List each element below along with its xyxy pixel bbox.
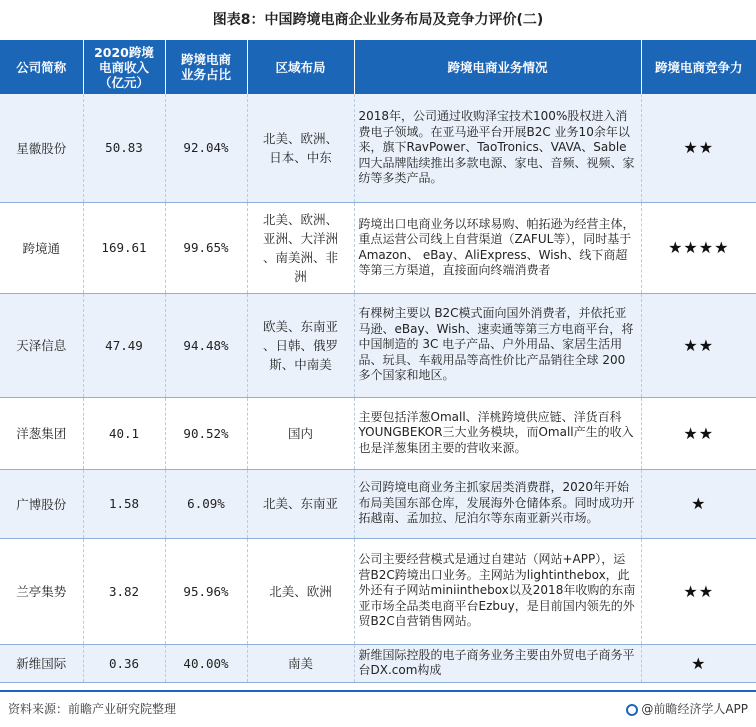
company-cell: 新维国际 xyxy=(0,644,83,682)
revenue-cell: 169.61 xyxy=(83,202,165,293)
col-header-competitiveness: 跨境电商竞争力 xyxy=(641,40,756,94)
company-cell: 兰亭集势 xyxy=(0,538,83,644)
share-cell: 40.00% xyxy=(165,644,247,682)
table-row xyxy=(0,469,756,538)
region-cell: 北美、欧洲 xyxy=(247,538,354,644)
region-cell: 北美、欧洲、 日本、中东 xyxy=(247,94,354,202)
business-cell: 新维国际控股的电子商务业务主要由外贸电子商务平台DX.com构成 xyxy=(354,644,641,682)
share-cell: 6.09% xyxy=(165,469,247,538)
company-cell: 跨境通 xyxy=(0,202,83,293)
stars-cell: ★★ xyxy=(641,94,756,202)
revenue-cell: 50.83 xyxy=(83,94,165,202)
revenue-cell: 1.58 xyxy=(83,469,165,538)
revenue-cell: 40.1 xyxy=(83,397,165,469)
revenue-cell: 3.82 xyxy=(83,538,165,644)
company-cell: 广博股份 xyxy=(0,469,83,538)
revenue-cell: 47.49 xyxy=(83,293,165,397)
business-cell: 主要包括洋葱Omall、洋桃跨境供应链、洋货百科YOUNGBEKOR三大业务模块，而Omall产生的收入也是洋葱集团主要的营收来源。 xyxy=(354,397,641,469)
revenue-cell: 0.36 xyxy=(83,644,165,682)
stars-cell: ★★★★ xyxy=(641,202,756,293)
share-cell: 94.48% xyxy=(165,293,247,397)
stars-cell: ★★ xyxy=(641,293,756,397)
chart-title: 图表8：中国跨境电商企业业务布局及竞争力评价(二) xyxy=(212,12,544,28)
table-row xyxy=(0,293,756,397)
header-row xyxy=(0,40,756,94)
company-table xyxy=(0,40,756,683)
table-row xyxy=(0,397,756,469)
table-row xyxy=(0,202,756,293)
region-cell: 欧美、东南亚 、日韩、俄罗 斯、中南美 xyxy=(247,293,354,397)
region-cell: 北美、欧洲、 亚洲、大洋洲 、南美洲、非 洲 xyxy=(247,202,354,293)
business-cell: 公司跨境电商业务主抓家居类消费群，2020年开始布局美国东部仓库，发展海外仓储体系。同时成功开拓越南、孟加拉、尼泊尔等东南亚新兴市场。 xyxy=(354,469,641,538)
brand-logo-icon xyxy=(626,704,638,716)
share-cell: 95.96% xyxy=(165,538,247,644)
region-cell: 南美 xyxy=(247,644,354,682)
company-cell: 天泽信息 xyxy=(0,293,83,397)
stars-cell: ★★ xyxy=(641,397,756,469)
col-header-company: 公司简称 xyxy=(0,40,83,94)
footer xyxy=(0,690,756,727)
col-header-region: 区域布局 xyxy=(247,40,354,94)
brand-credit xyxy=(626,700,748,717)
table-row xyxy=(0,538,756,644)
stars-cell: ★ xyxy=(641,469,756,538)
business-cell: 有棵树主要以 B2C模式面向国外消费者，并依托亚马逊、eBay、Wish、速卖通等第三方电商平台，将中国制造的 3C 电子产品、户外用品、家居生活用品、玩具、车载用品等高性价比产品销往全球 200 多个国家和地区。 xyxy=(354,293,641,397)
source-note: 资料来源：前瞻产业研究院整理 xyxy=(8,702,177,716)
business-cell: 公司主要经营模式是通过自建站（网站+APP），运营B2C跨境出口业务。主网站为lightinthebox，此外还有子网站miniinthebox以及2018年收购的东南亚市场全品类电商平台Ezbuy，是目前国内领先的外贸B2C自营销售网站。 xyxy=(354,538,641,644)
col-header-business: 跨境电商业务情况 xyxy=(354,40,641,94)
company-cell: 星徽股份 xyxy=(0,94,83,202)
table-row xyxy=(0,94,756,202)
col-header-revenue: 2020跨境 电商收入 （亿元） xyxy=(83,40,165,94)
region-cell: 北美、东南亚 xyxy=(247,469,354,538)
region-cell: 国内 xyxy=(247,397,354,469)
stars-cell: ★ xyxy=(641,644,756,682)
stars-cell: ★★ xyxy=(641,538,756,644)
business-cell: 跨境出口电商业务以环球易购、帕拓逊为经营主体，重点运营公司线上自营渠道（ZAFUL等），同时基于Amazon、 eBay、AliExpress、Wish、线下商超等第三方渠道，直接面向终端消费者 xyxy=(354,202,641,293)
share-cell: 92.04% xyxy=(165,94,247,202)
share-cell: 90.52% xyxy=(165,397,247,469)
share-cell: 99.65% xyxy=(165,202,247,293)
col-header-share: 跨境电商 业务占比 xyxy=(165,40,247,94)
business-cell: 2018年，公司通过收购泽宝技术100%股权进入消费电子领域。在亚马逊平台开展B2C 业务10余年以来，旗下RavPower、TaoTronics、VAVA、Sable四大品牌陆续推出多款电源、家电、音频、视频、家纺等多类产品。 xyxy=(354,94,641,202)
company-cell: 洋葱集团 xyxy=(0,397,83,469)
table-row xyxy=(0,644,756,682)
brand-label: @前瞻经济学人APP xyxy=(641,702,748,716)
